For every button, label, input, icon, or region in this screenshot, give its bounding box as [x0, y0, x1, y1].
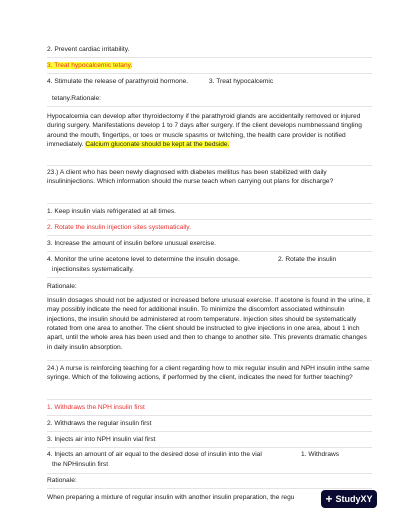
option-text: 4. Monitor the urine acetone level to determine the insulin dosage. — [47, 256, 240, 263]
answer-continuation: injectionsites systematically. — [52, 266, 134, 273]
logo-text: StudyXY — [335, 493, 373, 504]
rationale-paragraph — [47, 112, 372, 149]
option-line-correct: 1. Withdraws the NPH insulin first — [47, 404, 145, 411]
divider — [47, 277, 372, 278]
divider — [47, 251, 372, 252]
option-line-correct: 2. Rotate the insulin injection sites systematically. — [47, 224, 191, 231]
divider — [47, 447, 372, 448]
divider — [47, 203, 372, 204]
option-line: 2. Withdraws the regular insulin first — [47, 420, 152, 427]
option-text: 4. Injects an amount of air equal to the desired dose of insulin into the vial — [47, 451, 262, 458]
divider — [47, 415, 372, 416]
option-line: 3. Increase the amount of insulin before unusual exercise. — [47, 240, 216, 247]
rationale-heading: Rationale: — [47, 477, 77, 484]
option-line — [47, 77, 372, 86]
highlighted-answer: 3. Treat hypocalcemic tetany. — [47, 62, 133, 69]
rationale-heading: tetany.Rationale: — [52, 95, 101, 102]
option-line-highlighted — [47, 61, 372, 70]
answer-text: 3. Treat hypocalcemic — [209, 78, 274, 85]
answer-text: 2. Rotate the insulin — [278, 256, 337, 263]
divider — [47, 235, 372, 236]
divider — [47, 57, 372, 58]
divider — [47, 106, 372, 107]
option-line — [47, 450, 372, 459]
option-text: 4. Stimulate the release of parathyroid hormone. — [47, 78, 189, 85]
rationale-paragraph: Insulin dosages should not be adjusted or increased before unusual exercise. If acetone is found in the urine, it may possibly indicate the need for additional insulin. To minimize the discomfort associated withinsulin injections, the insulin should be administered at room temperature. Injection sites should be systematically rotated from one area to another. The client should be instructed to give injections in one area, about 1 inch apart, until the whole area has been used and then to change to another site. This prevents dramatic changes in daily insulin absorption. — [47, 297, 370, 351]
rationale-heading: Rationale: — [47, 283, 77, 290]
option-line: 1. Keep insulin vials refrigerated at all times. — [47, 208, 177, 215]
rationale-paragraph: When preparing a mixture of regular insulin with another insulin preparation, the regu — [47, 494, 295, 501]
question-23: 23.) A client who has been newly diagnosed with diabetes mellitus has been stabilized with daily insulininjections. Which information should the nurse teach when carrying out plans for discharge? — [47, 169, 334, 186]
divider — [47, 360, 372, 361]
option-line — [47, 255, 372, 264]
divider — [47, 473, 372, 474]
plus-icon: + — [325, 492, 333, 506]
option-line: 2. Prevent cardiac irritability. — [47, 46, 130, 53]
rationale-text: Hypocalcemia can develop after thyroidectomy if the parathyroid glands are accidentally removed or injured during surgery. Manifestations develop 1 to 7 days after surgery. If the client develops numbnessand tingling around the mouth, fingertips, or toes or muscle spasms or twitching, the health care provider is notified immediately. — [47, 113, 362, 149]
highlighted-text: Calcium gluconate should be kept at the bedside. — [85, 141, 230, 149]
option-line: 3. Injects air into NPH insulin vial first — [47, 436, 156, 443]
divider — [47, 219, 372, 220]
divider — [47, 399, 372, 400]
answer-continuation: the NPHinsulin first — [52, 461, 109, 468]
question-24: 24.) A nurse is reinforcing teaching for a client regarding how to mix regular insulin and NPH insulin inthe same syringe. Which of the following actions, if performed by the client, indicates the need for further teaching? — [47, 365, 370, 382]
divider — [47, 165, 372, 166]
studyx-logo[interactable] — [321, 490, 377, 508]
divider — [47, 73, 372, 74]
divider — [47, 431, 372, 432]
divider — [47, 294, 372, 295]
divider — [47, 488, 372, 489]
answer-text: 1. Withdraws — [301, 451, 340, 458]
